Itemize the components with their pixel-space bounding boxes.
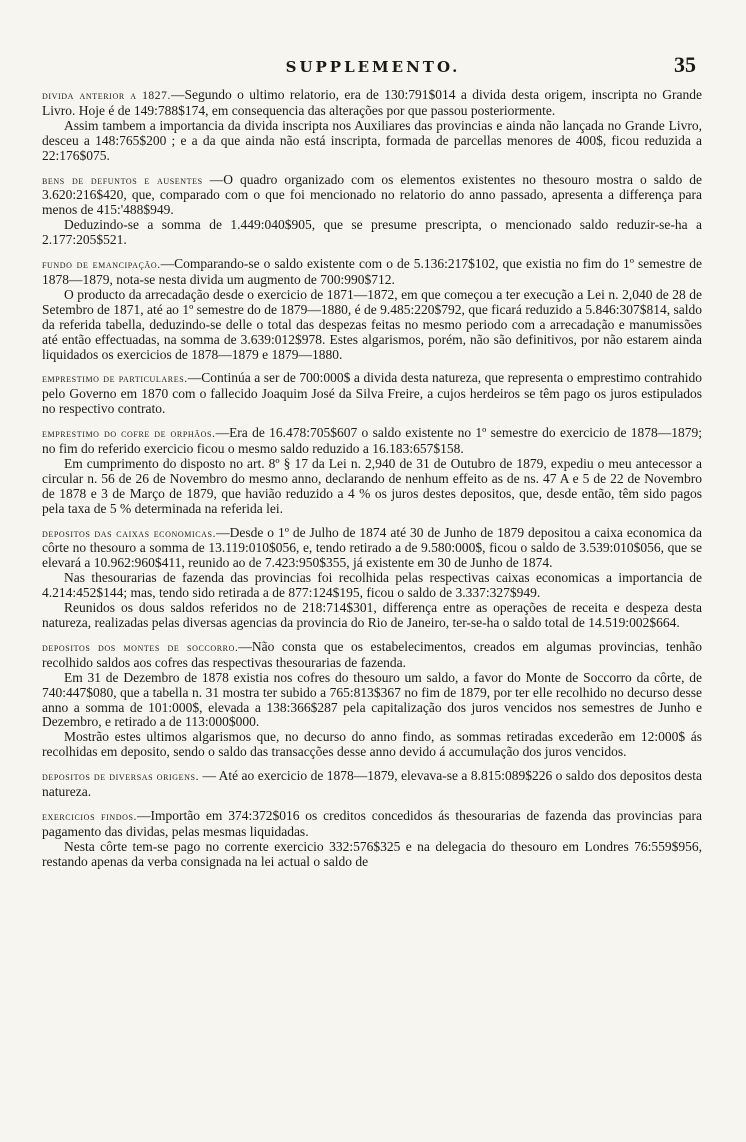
section-lead-paragraph <box>42 809 702 840</box>
paragraph-text: — Até ao exercicio de 1878—1879, elevava-se a 8.815:089$226 o saldo dos depositos desta natureza. <box>42 768 703 800</box>
section-emprestimo-orphaos <box>42 426 702 516</box>
section-diversas-origens <box>42 769 702 800</box>
section-heading: emprestimo de particulares. <box>42 373 188 386</box>
running-title: SUPPLEMENTO. <box>285 58 461 76</box>
section-lead-paragraph <box>42 371 702 417</box>
paragraph: Em 31 de Dezembro de 1878 existia nos cofres do thesouro um saldo, a favor do Monte de Soccorro da côrte, de 740:447$080, que a tabella n. 31 mostra ter subido a 765:813$367 no fim de 1879, por ter elle recolhido no decurso desse anno a somma de 101:000$, elevada a 138:366$287 pela capitalização dos juros vencidos nos semestres de Junho e Dezembro, e retirado a de 113:000$000. <box>42 669 702 730</box>
paragraph: Nas thesourarias de fazenda das provincias foi recolhida pelas respectivas caixas economicas a importancia de 4.214:452$144; mas, tendo sido retirada a de 877:124$195, ficou o saldo de 3.337:327$949. <box>42 570 702 601</box>
section-montes-soccorro <box>42 640 702 760</box>
paragraph-text: —Continúa a ser de 700:000$ a divida desta natureza, que representa o emprestimo contrahido pelo Governo em 1870 com o fallecido Joaquim José da Silva Freire, a cujos herdeiros se têm pago os juros estipulados no respectivo contrato. <box>42 370 702 417</box>
paragraph: O producto da arrecadação desde o exercicio de 1871—1872, em que começou a ter execução a Lei n. 2,040 de 28 de Setembro de 1871, até ao 1º semestre do de 1879—1880, é de 9.485:220$792, que ficará reduzido a 5.846:307$814, saldo da referida tabella, deduzindo-se delle o total das despezas feitas no mesmo periodo com a arrecadação e manumissões até então effectuadas, na somma de 3.639:012$978. Estes algarismos, porém, não são definitivos, por não estarem ainda liquidados os exercicios de 1878—1879 e 1879—1880. <box>42 286 702 362</box>
section-exercicios-findos <box>42 809 702 870</box>
section-fundo-emancipacao <box>42 257 702 362</box>
paragraph: Reunidos os dous saldos referidos no de 218:714$301, differença entre as operações de receita e despeza desta natureza, realizadas pelas diversas agencias da provincia do Rio de Janeiro, ter-se-ha o saldo total de 14.519:002$664. <box>42 600 702 630</box>
paragraph-text: —O quadro organizado com os elementos existentes no thesouro mostra o saldo de 3.620:216$420, que, comparado com o que foi mencionado no relatorio do anno passado, apresenta a differença para menos de 415:'488$949. <box>42 171 703 218</box>
paragraph-text: —Não consta que os estabelecimentos, creados em algumas provincias, tenhão recolhido saldos aos cofres das respectivas thesourarias de fazenda. <box>42 638 702 670</box>
section-lead-paragraph <box>42 88 702 119</box>
paragraph-text: —Desde o 1º de Julho de 1874 até 30 de Junho de 1879 depositou a caixa economica da côrte no thesouro a somma de 13.119:010$056, e, tendo retirado a de 9.580:000$, ficou o saldo de 3.539:010$056, que se elevará a 10.962:960$411, reunido ao de 7.423:950$355, já existente em 30 de Junho de 1874. <box>42 524 702 571</box>
document-body <box>42 88 702 870</box>
running-head <box>0 52 746 82</box>
section-heading: fundo de emancipação. <box>42 259 161 272</box>
paragraph: Deduzindo-se a somma de 1.449:040$905, que se presume prescripta, o mencionado saldo reduzir-se-ha a 2.177:205$521. <box>42 217 702 248</box>
section-heading: depositos dos montes de soccorro. <box>42 641 239 654</box>
section-lead-paragraph <box>42 173 702 219</box>
section-heading: exercicios findos. <box>42 810 138 823</box>
paragraph-text: —Segundo o ultimo relatorio, era de 130:791$014 a divida desta origem, inscripta no Grande Livro. Hoje é de 149:788$174, em consequencia das alterações por que passou posteriormente. <box>42 87 702 118</box>
section-heading: bens de defuntos e ausentes <box>42 174 203 187</box>
paragraph-text: —Comparando-se o saldo existente com o de 5.136:217$102, que existia no fim do 1º semestre de 1878—1879, nota-se nesta divida um augmento de 700:990$712. <box>42 256 702 287</box>
section-bens-defuntos <box>42 173 702 249</box>
paragraph: Mostrão estes ultimos algarismos que, no decurso do anno findo, as sommas retiradas excederão em 12:000$ ás recolhidas em deposito, sendo o saldo das transacções desse anno devido á accumulação dos juros vencidos. <box>42 729 702 760</box>
paragraph-text: —Era de 16.478:705$607 o saldo existente no 1º semestre do exercicio de 1878—1879; no fim do referido exercicio ficou o mesmo saldo reduzido a 16.183:657$158. <box>42 425 703 457</box>
section-heading: divida anterior a 1827. <box>42 90 171 102</box>
page-number: 35 <box>674 52 696 77</box>
paragraph-text: —Importão em 374:372$016 os creditos concedidos ás thesourarias de fazenda das provincias para pagamento das dividas, pelas mesmas liquidadas. <box>42 807 702 839</box>
section-lead-paragraph <box>42 769 702 800</box>
section-caixas-economicas <box>42 526 702 631</box>
paragraph: Nesta côrte tem-se pago no corrente exercicio 332:576$325 e na delegacia do thesouro em Londres 76:559$956, restando apenas da verba consignada na lei actual o saldo de <box>42 838 702 869</box>
paragraph: Em cumprimento do disposto no art. 8º § 17 da Lei n. 2,940 de 31 de Outubro de 1879, expediu o meu antecessor a circular n. 56 de 26 de Novembro do mesmo anno, declarando de nenhum effeito as de ns. 47 A e 5 de 22 de Novembro de 1878 e 3 de Março de 1879, que havião reduzido a 4 % os juros destes depositos, que, desde então, têm sido pagos pela taxa de 5 % determinada na referida lei. <box>42 455 702 516</box>
section-divida-anterior <box>42 88 702 164</box>
section-emprestimo-particulares <box>42 371 702 417</box>
section-lead-paragraph <box>42 257 702 288</box>
paragraph: Assim tambem a importancia da divida inscripta nos Auxiliares das provincias e ainda não lançada no Grande Livro, desceu a 148:765$200 ; e a da que ainda não está inscripta, formada de parcellas menores de 400$, ficou reduzida a 22:176$075. <box>42 117 702 163</box>
section-heading: depositos de diversas origens. <box>42 771 200 784</box>
section-heading: depositos das caixas economicas. <box>42 527 217 540</box>
section-lead-paragraph <box>42 526 702 572</box>
section-lead-paragraph <box>42 426 702 457</box>
section-lead-paragraph <box>42 640 702 671</box>
section-heading: emprestimo do cofre de orphãos. <box>42 428 216 441</box>
